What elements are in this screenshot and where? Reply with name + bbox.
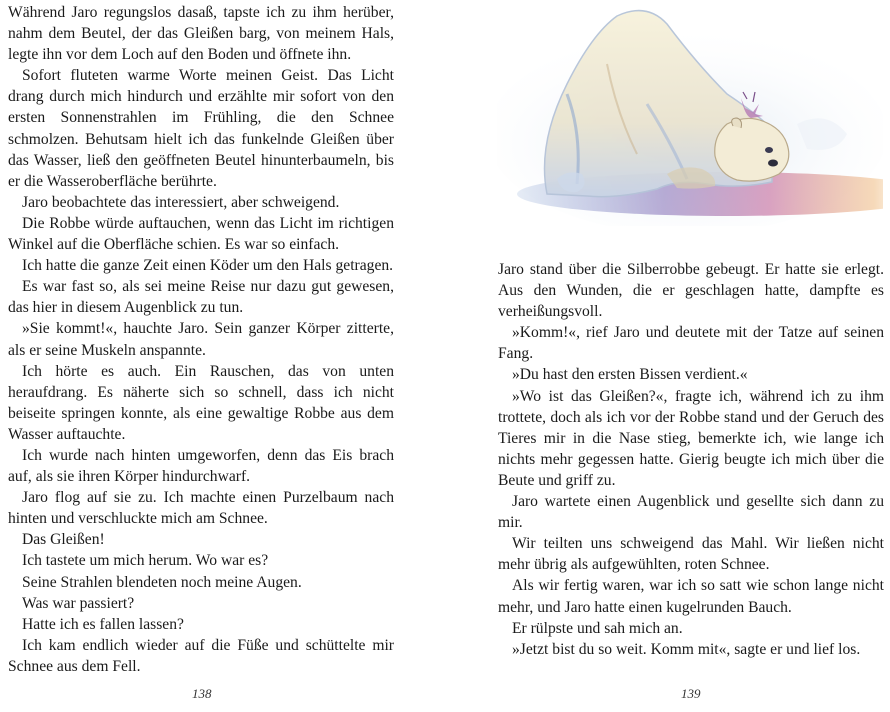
paragraph: »Komm!«, rief Jaro und deutete mit der Tatze auf seinen Fang.	[498, 324, 884, 363]
paragraph: Jaro wartete einen Augenblick und gesellte sich dann zu mir.	[498, 493, 884, 532]
paragraph: Ich hörte es auch. Ein Rauschen, das von unten heraufdrang. Es näherte sich so schnell, dass ich nicht beiseite springen konnte, als eine gewaltige Robbe aus dem Wasser auftauchte.	[8, 362, 394, 443]
right-page	[445, 0, 890, 712]
paragraph: Es war fast so, als sei meine Reise nur dazu gut gewesen, das hier in diesem Augenblick zu tun.	[8, 278, 394, 317]
paragraph: Ich hatte die ganze Zeit einen Köder um den Hals getragen.	[22, 257, 394, 275]
paragraph: »Jetzt bist du so weit. Komm mit«, sagte er und lief los.	[512, 640, 861, 658]
paragraph: Ich wurde nach hinten umgeworfen, denn das Eis brach auf, als sie ihren Körper hindurchwarf.	[8, 446, 394, 486]
paragraph: Die Robbe würde auftauchen, wenn das Licht im richtigen Winkel auf die Oberfläche schien. Es war so einfach.	[8, 214, 394, 254]
paragraph: Hatte ich es fallen lassen?	[22, 615, 184, 633]
paragraph: Ich kam endlich wieder auf die Füße und schüttelte mir Schnee aus dem Fell.	[8, 636, 394, 675]
paragraph: Jaro flog auf sie zu. Ich machte einen Purzelbaum nach hinten und verschluckte mich am Schnee.	[8, 489, 394, 528]
paragraph: Das Gleißen!	[22, 531, 105, 549]
paragraph: Ich tastete um mich herum. Wo war es?	[22, 552, 269, 570]
page-number: 139	[681, 686, 701, 701]
left-page-text	[8, 2, 394, 677]
paragraph: Was war passiert?	[22, 594, 135, 612]
paragraph: Er rülpste und sah mich an.	[512, 619, 683, 637]
page-number: 138	[192, 686, 212, 701]
paragraph: Wir teilten uns schweigend das Mahl. Wir ließen nicht mehr übrig als aufgewühlten, roten Schnee.	[498, 535, 884, 574]
paragraph: Seine Strahlen blendeten noch meine Augen.	[22, 573, 302, 591]
polar-bear-watercolor-icon	[497, 4, 883, 226]
paragraph: »Du hast den ersten Bissen verdient.«	[512, 366, 748, 384]
paragraph: Sofort fluteten warme Worte meinen Geist. Das Licht drang durch mich hindurch und erzählte mir sofort von den ersten Sonnenstrahlen im Frühling, die den Schnee schmolzen. Behutsam hielt ich das funkelnde Gleißen über das Wasser, ließ den geöffneten Beutel hinunterbaumeln, bis er die Wasseroberfläche berührte.	[8, 67, 394, 190]
paragraph: Jaro beobachtete das interessiert, aber schweigend.	[22, 193, 340, 211]
paragraph: Als wir fertig waren, war ich so satt wie schon lange nicht mehr, und Jaro hatte einen kugelrunden Bauch.	[498, 577, 884, 616]
paragraph: Jaro stand über die Silberrobbe gebeugt. Er hatte sie erlegt. Aus den Wunden, die er geschlagen hatte, dampfte es verheißungsvoll.	[498, 261, 884, 321]
paragraph: »Wo ist das Gleißen?«, fragte ich, während ich zu ihm trottete, doch als ich vor der Robbe stand und der Geruch des Tieres mir in die Nase stieg, bemerkte ich, wie lange ich nichts mehr gegessen hatte. Gierig beugte ich mich über die Beute und griff zu.	[498, 387, 884, 489]
paragraph: Während Jaro regungslos dasaß, tapste ich zu ihm herüber, nahm dem Beutel, der das Gleißen barg, von meinem Hals, legte ihn vor dem Loch auf den Boden und öffnete ihn.	[8, 4, 394, 64]
paragraph: »Sie kommt!«, hauchte Jaro. Sein ganzer Körper zitterte, als er seine Muskeln anspannte.	[8, 320, 394, 359]
right-page-text	[498, 259, 884, 660]
